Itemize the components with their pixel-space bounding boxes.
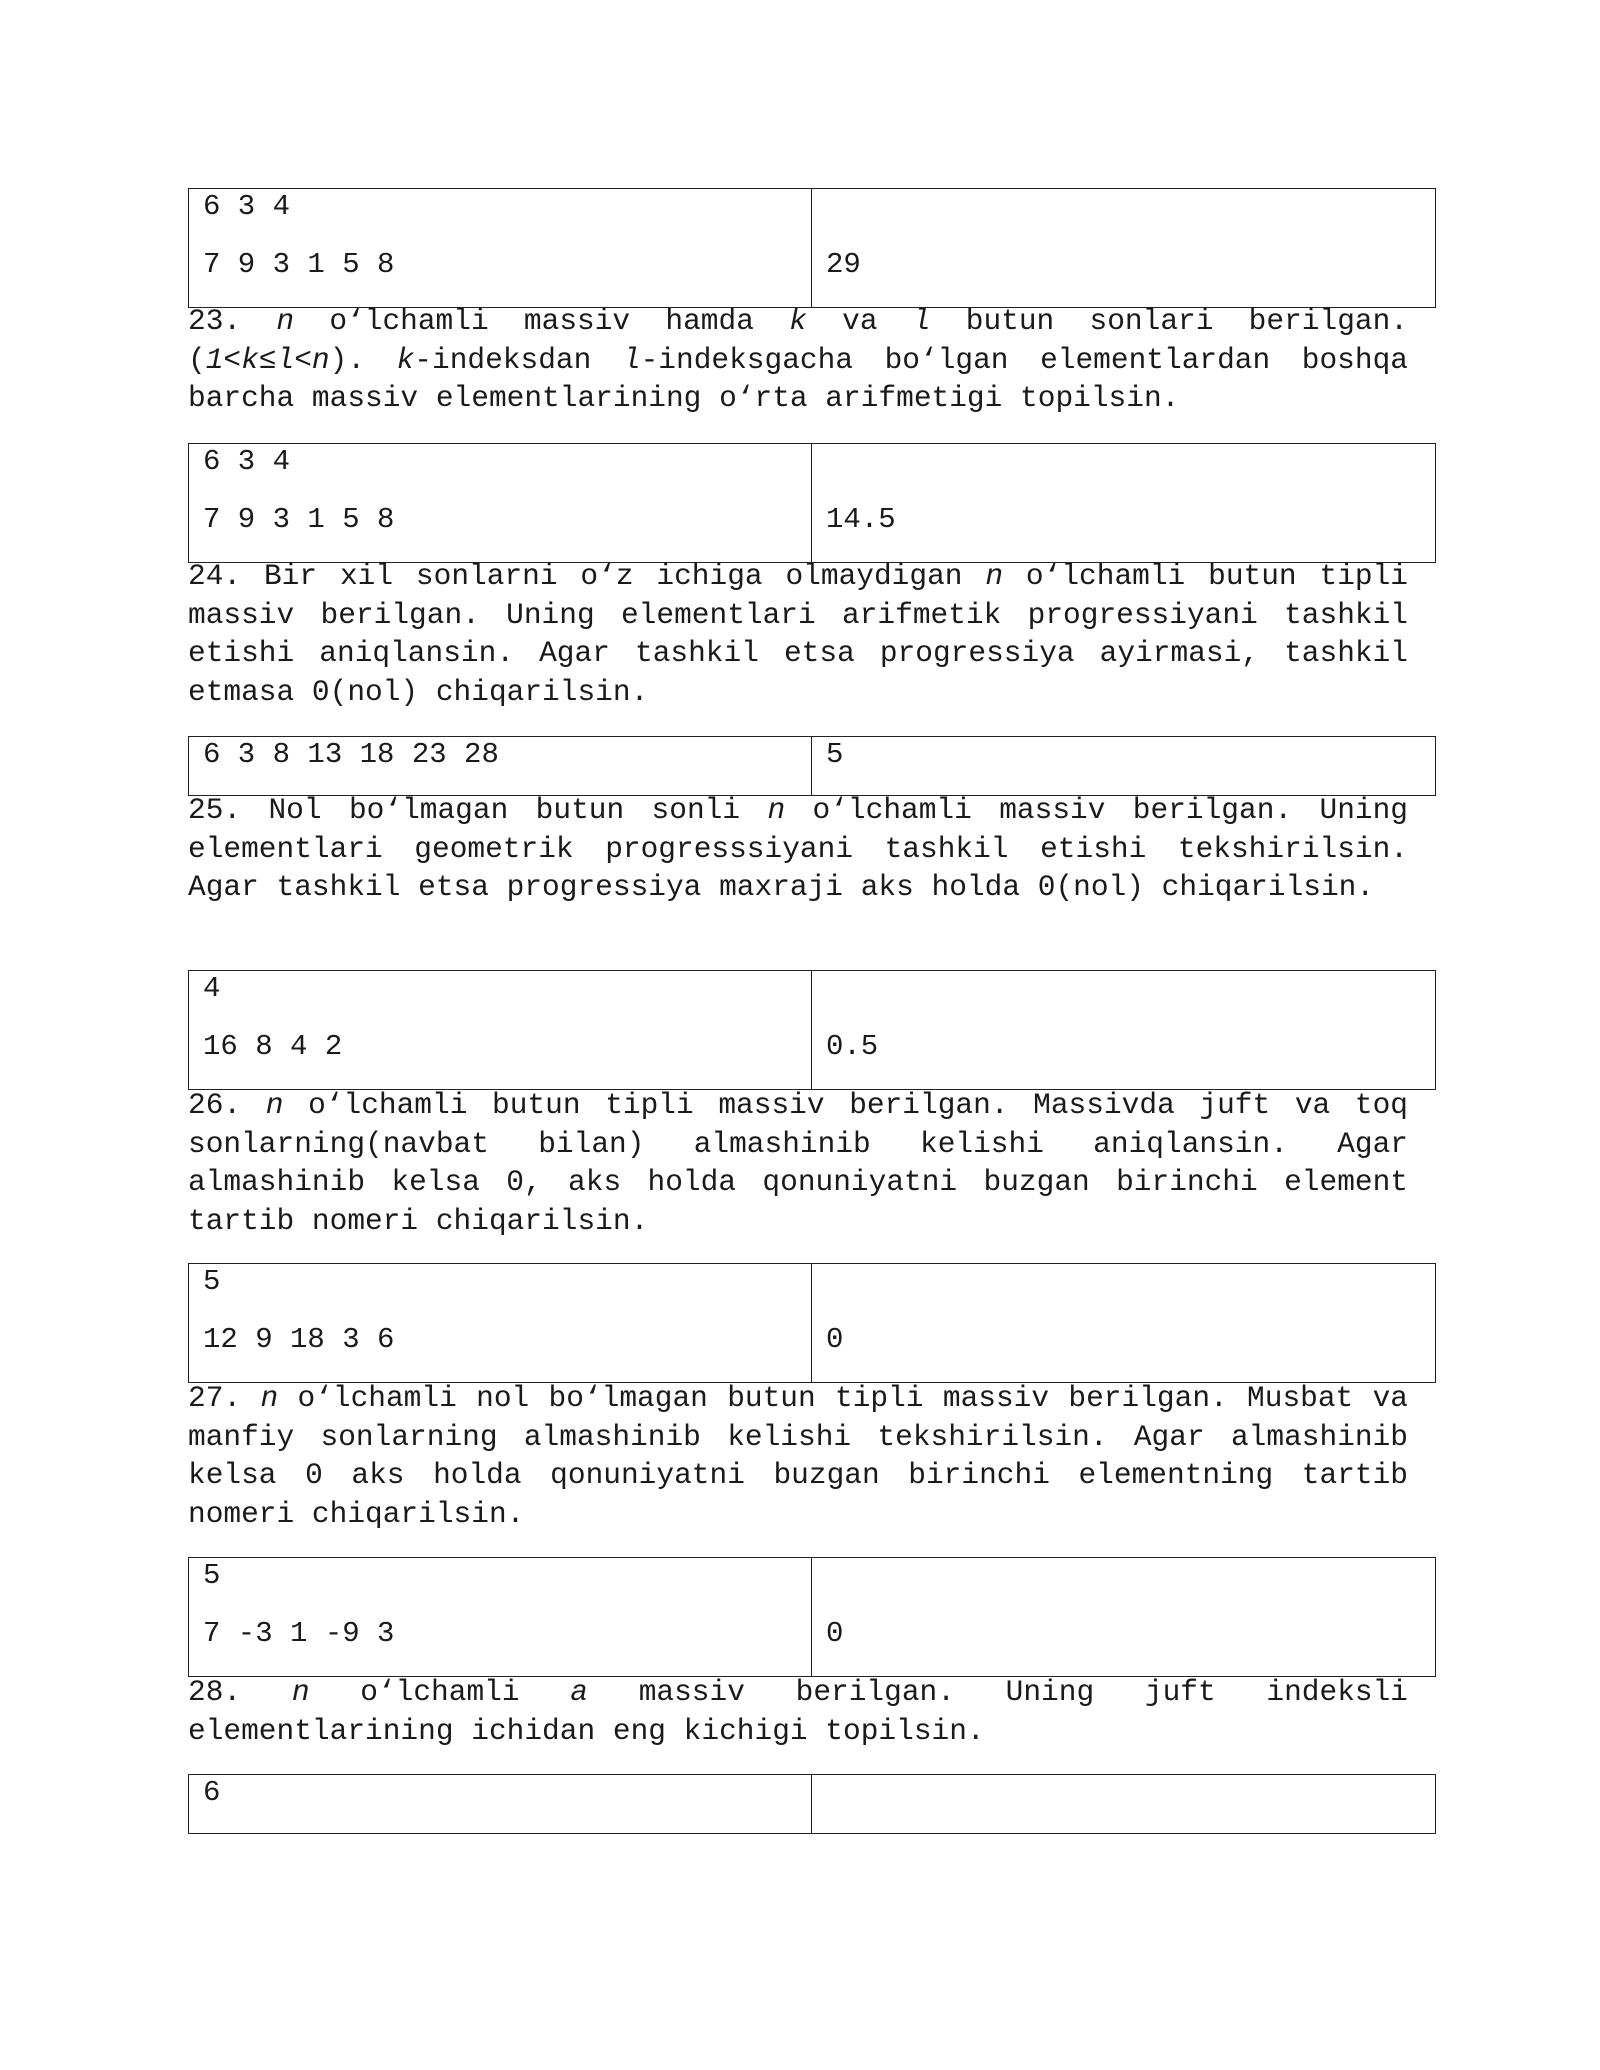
task-text: va bbox=[806, 304, 913, 338]
var-n: n bbox=[265, 1088, 284, 1122]
output-cell bbox=[812, 971, 1435, 1089]
output-cell bbox=[812, 1558, 1435, 1676]
task-text: Bir xil sonlarni o‘z ichiga olmaydigan bbox=[263, 559, 986, 593]
example-table-23 bbox=[188, 443, 1436, 563]
example-table-27 bbox=[188, 1557, 1436, 1677]
task-text: butun sonlari berilgan. ( bbox=[188, 304, 1409, 377]
output-line: 5 bbox=[826, 738, 844, 771]
var-n: n bbox=[985, 559, 1004, 593]
task-text: o‘lchamli butun tipli massiv berilgan. Uning elementlari arifmetik progressiyani tashkil etishi aniqlansin. Agar tashkil etsa progressiya ayirmasi, tashkil etmasa 0(nol) chiqarilsin. bbox=[188, 559, 1409, 709]
output-line: 0.5 bbox=[826, 1030, 879, 1063]
output-cell bbox=[812, 444, 1435, 562]
output-line: 29 bbox=[826, 248, 861, 281]
var-n: n bbox=[276, 304, 295, 338]
task-25 bbox=[188, 791, 1408, 907]
input-line: 5 bbox=[203, 1265, 221, 1298]
task-number: 28. bbox=[188, 1675, 242, 1709]
example-table-25 bbox=[188, 970, 1436, 1090]
input-line: 12 9 18 3 6 bbox=[203, 1323, 395, 1356]
output-line: 14.5 bbox=[826, 503, 896, 536]
task-26 bbox=[188, 1086, 1408, 1240]
task-text: o‘lchamli massiv berilgan. Uning elementlari geometrik progresssiyani tashkil etishi tekshirilsin. Agar tashkil etsa progressiya maxraji aks holda 0(nol) chiqarilsin. bbox=[188, 793, 1409, 904]
input-line: 5 bbox=[203, 1559, 221, 1592]
example-table-28 bbox=[188, 1774, 1436, 1834]
task-text: o‘lchamli bbox=[309, 1675, 571, 1709]
task-number: 24. bbox=[188, 559, 242, 593]
task-text: -indeksgacha bo‘lgan elementlardan boshqa barcha massiv elementlarining o‘rta arifmetigi topilsin. bbox=[188, 342, 1408, 415]
input-line: 6 bbox=[203, 1776, 221, 1809]
task-number: 26. bbox=[188, 1088, 242, 1122]
input-line: 6 3 4 bbox=[203, 445, 291, 478]
task-28 bbox=[188, 1673, 1408, 1750]
output-line: 0 bbox=[826, 1323, 844, 1356]
var-l: l bbox=[912, 304, 931, 338]
task-number: 27. bbox=[188, 1381, 242, 1415]
output-cell bbox=[812, 737, 1435, 795]
input-line: 7 -3 1 -9 3 bbox=[203, 1617, 395, 1650]
input-line: 7 9 3 1 5 8 bbox=[203, 503, 395, 536]
condition: 1<k≤l<n bbox=[205, 342, 330, 377]
example-table-26 bbox=[188, 1263, 1436, 1383]
var-k: k bbox=[789, 304, 807, 338]
var-n: n bbox=[260, 1381, 279, 1415]
example-table-22 bbox=[188, 188, 1436, 308]
example-table-24 bbox=[188, 736, 1436, 796]
task-number: 25. bbox=[188, 793, 242, 827]
var-k: k bbox=[396, 342, 415, 377]
input-cell bbox=[189, 444, 812, 562]
input-cell bbox=[189, 971, 812, 1089]
input-cell bbox=[189, 1558, 812, 1676]
task-text: ). bbox=[329, 342, 397, 377]
input-line: 4 bbox=[203, 972, 221, 1005]
task-number: 23. bbox=[188, 304, 242, 338]
input-line: 6 3 4 bbox=[203, 190, 291, 223]
output-cell bbox=[812, 189, 1435, 307]
task-text: o‘lchamli massiv hamda bbox=[294, 304, 790, 338]
task-23 bbox=[188, 302, 1408, 418]
task-text: massiv berilgan. Uning juft indeksli elementlarining ichidan eng kichigi topilsin. bbox=[188, 1675, 1409, 1748]
var-a: a bbox=[570, 1675, 588, 1709]
input-line: 16 8 4 2 bbox=[203, 1030, 343, 1063]
output-line: 0 bbox=[826, 1617, 844, 1650]
var-l: l bbox=[622, 342, 641, 377]
task-text: o‘lchamli butun tipli massiv berilgan. Massivda juft va toq sonlarning(navbat bilan) almashinib kelishi aniqlansin. Agar almashinib kelsa 0, aks holda qonuniyatni buzgan birinchi element tartib nomeri chiqarilsin. bbox=[188, 1088, 1408, 1238]
task-text: Nol bo‘lmagan butun sonli bbox=[268, 793, 768, 827]
task-text: o‘lchamli nol bo‘lmagan butun tipli massiv berilgan. Musbat va manfiy sonlarning almashinib kelishi tekshirilsin. Agar almashinib kelsa 0 aks holda qonuniyatni buzgan birinchi elementning tartib nomeri chiqarilsin. bbox=[188, 1381, 1408, 1531]
input-cell bbox=[189, 737, 812, 795]
input-cell bbox=[189, 189, 812, 307]
input-cell bbox=[189, 1264, 812, 1382]
output-cell bbox=[812, 1264, 1435, 1382]
task-24 bbox=[188, 557, 1408, 711]
var-n: n bbox=[291, 1675, 310, 1709]
input-line: 7 9 3 1 5 8 bbox=[203, 248, 395, 281]
task-27 bbox=[188, 1379, 1408, 1533]
task-text: -indeksdan bbox=[414, 342, 623, 377]
input-cell bbox=[189, 1775, 812, 1833]
output-cell bbox=[812, 1775, 1435, 1833]
var-n: n bbox=[767, 793, 786, 827]
input-line: 6 3 8 13 18 23 28 bbox=[203, 738, 499, 771]
